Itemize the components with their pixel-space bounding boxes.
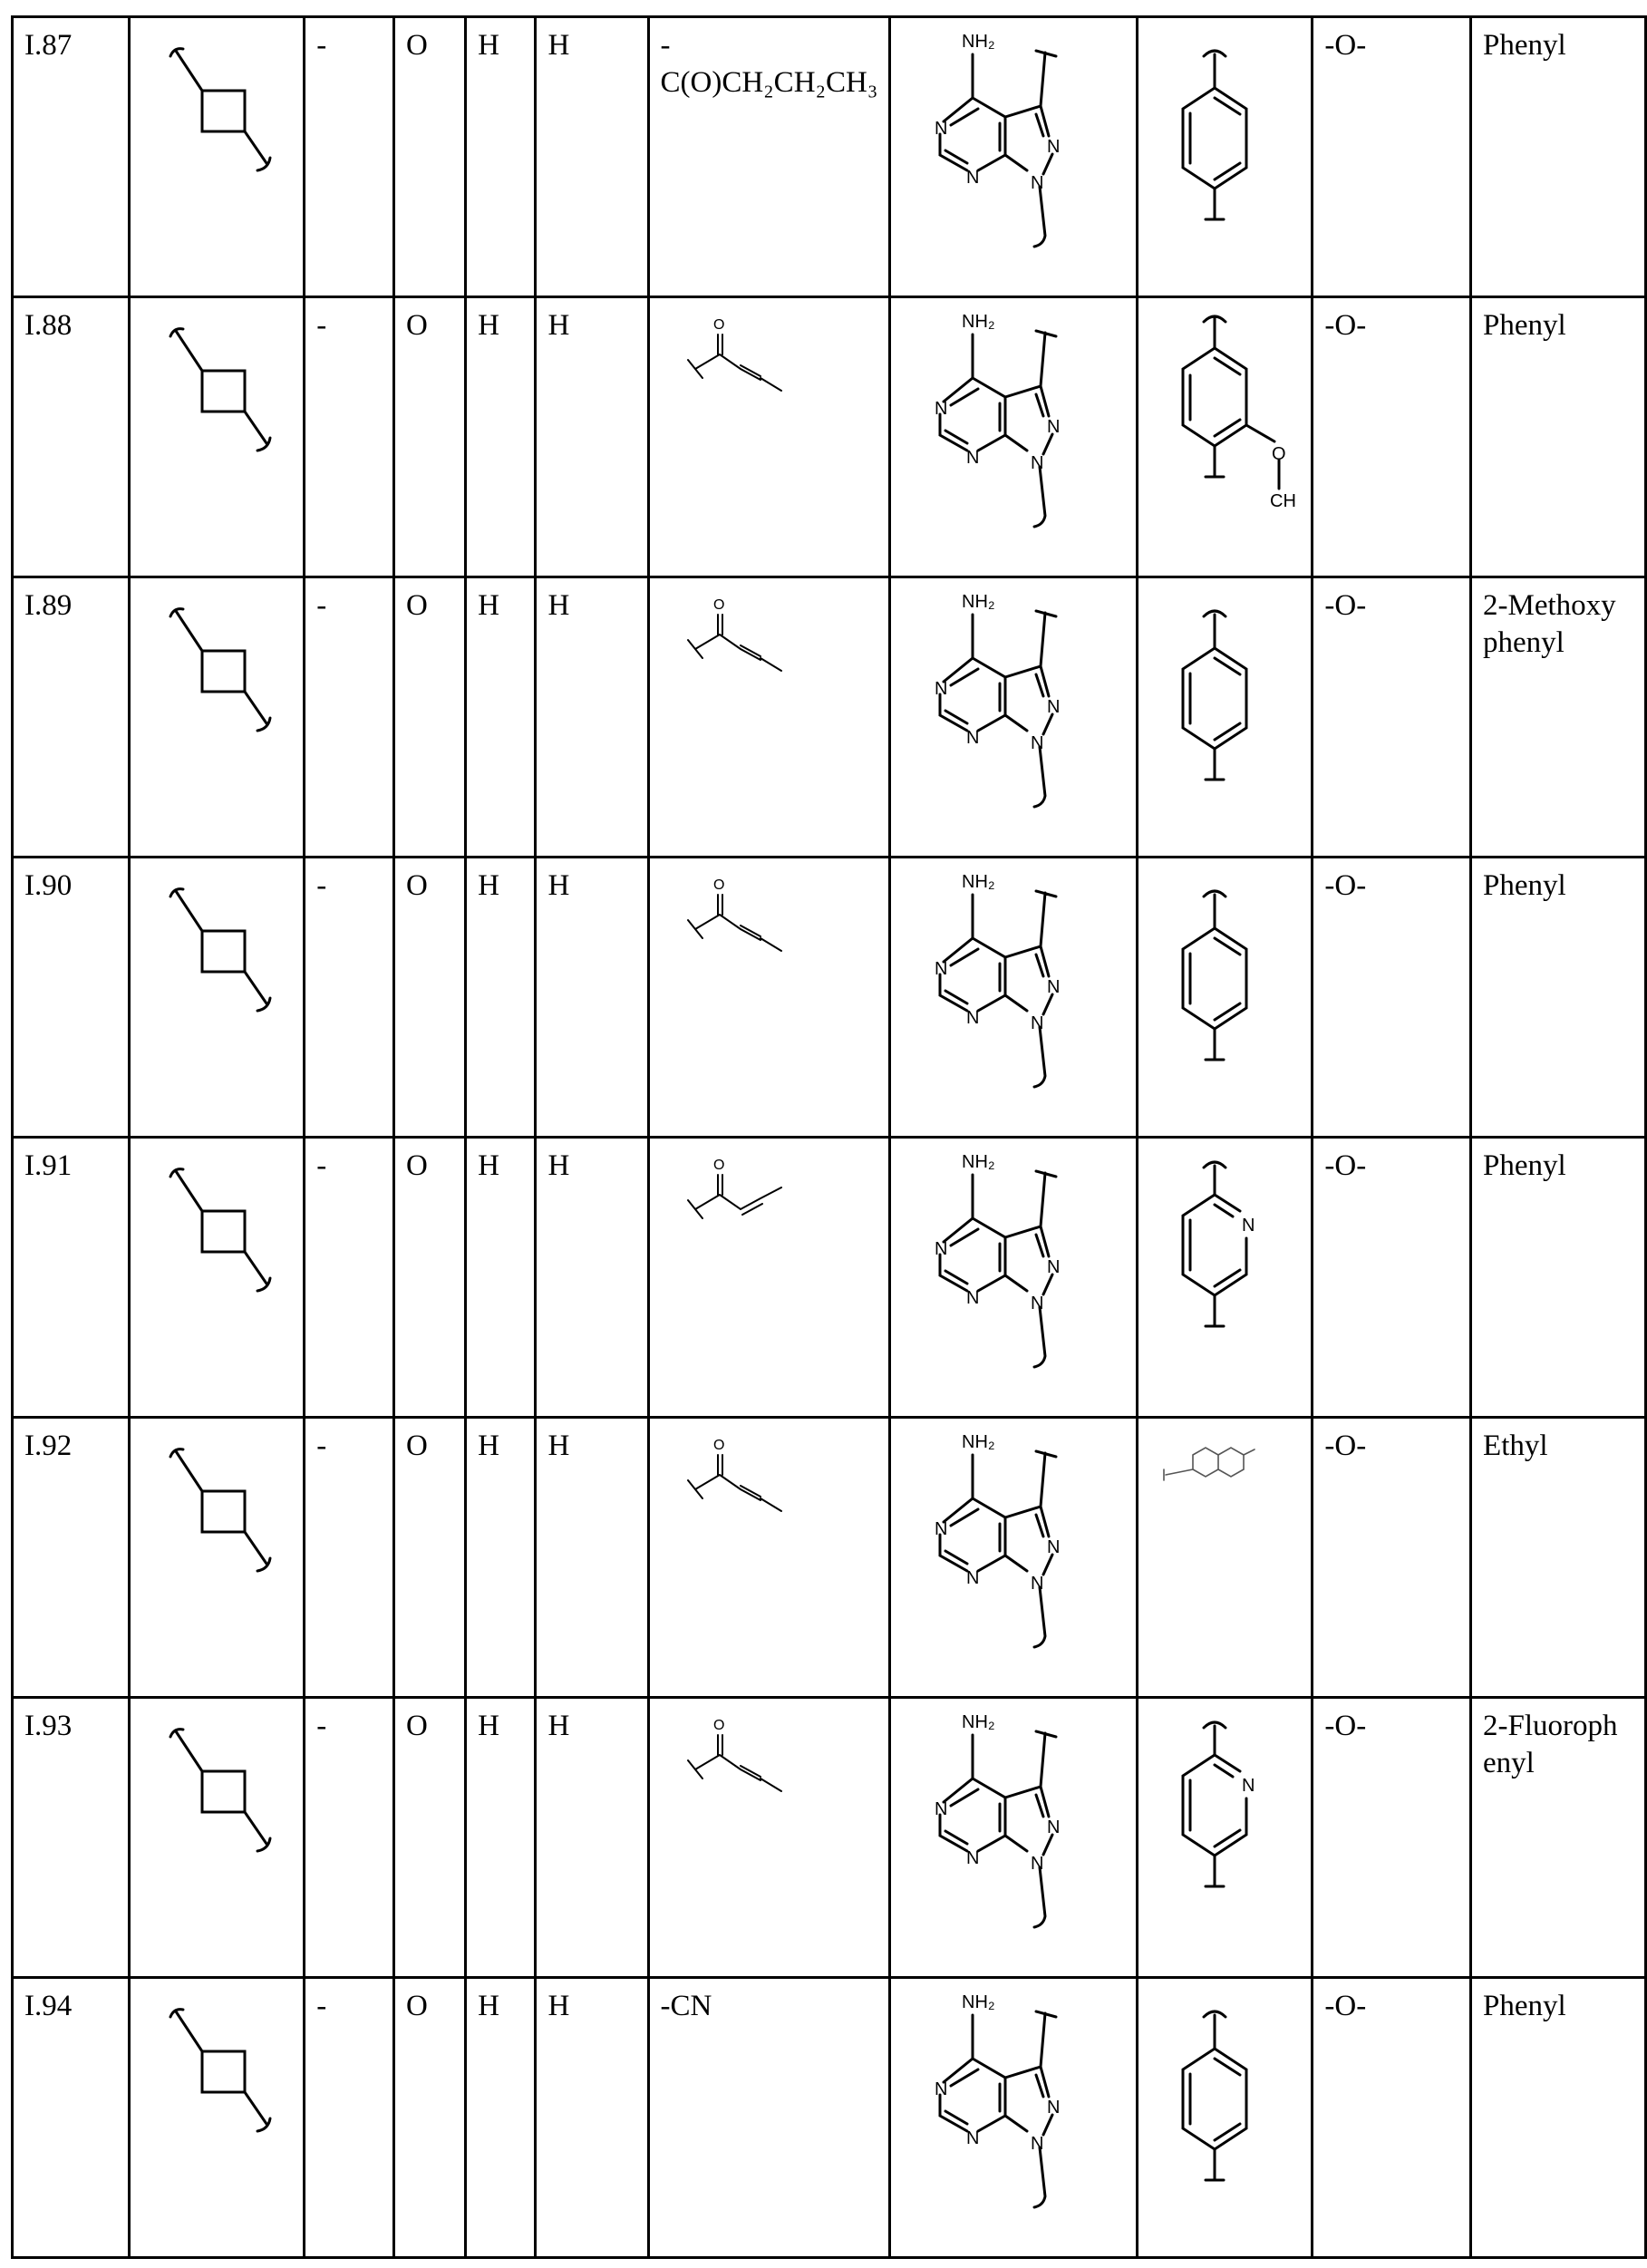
svg-text:NH₂: NH₂ — [962, 1992, 995, 2012]
svg-text:N: N — [935, 1519, 947, 1539]
r1-cell: - — [305, 577, 394, 858]
core-cell — [890, 1418, 1138, 1698]
core-cell — [890, 1138, 1138, 1418]
r3-cell: H — [536, 858, 648, 1138]
r-group-cell — [648, 1418, 890, 1698]
terminal-group-cell: Phenyl — [1471, 17, 1646, 297]
pyrazolopyrimidine-core-structure — [891, 1139, 1136, 1410]
r3-cell: H — [536, 1418, 648, 1698]
core-cell — [890, 297, 1138, 577]
butynoyl-structure — [650, 1699, 848, 1971]
svg-text:NH₂: NH₂ — [962, 1712, 995, 1732]
butynoyl-structure — [650, 858, 848, 1130]
pyrazolopyrimidine-core-structure — [891, 1419, 1136, 1691]
compound-id: I.87 — [13, 17, 130, 297]
cyclobutane-structure — [131, 298, 303, 570]
x-cell: O — [393, 1138, 465, 1418]
svg-text:NH₂: NH₂ — [962, 312, 995, 332]
linker-cell: -O- — [1313, 577, 1471, 858]
core-cell — [890, 577, 1138, 858]
svg-text:N: N — [935, 2079, 947, 2099]
pyrazolopyrimidine-core-structure — [891, 1699, 1136, 1971]
pyrazolopyrimidine-core-structure — [891, 1979, 1136, 2251]
svg-text:N: N — [1031, 1854, 1043, 1874]
r-group-cell — [648, 858, 890, 1138]
r2-cell: H — [466, 1418, 536, 1698]
x-cell: O — [393, 1978, 465, 2258]
x-cell: O — [393, 577, 465, 858]
svg-text:NH₂: NH₂ — [962, 1432, 995, 1452]
svg-text:N: N — [1047, 697, 1060, 717]
cyclobutane-structure — [131, 1699, 303, 1971]
pyrazolopyrimidine-core-structure — [891, 858, 1136, 1130]
svg-text:N: N — [1047, 417, 1060, 437]
r-group-cell — [648, 1138, 890, 1418]
core-cell — [890, 1698, 1138, 1978]
r2-cell: H — [466, 1978, 536, 2258]
svg-text:O: O — [713, 1718, 724, 1733]
svg-text:N: N — [966, 1008, 979, 1028]
pyrazolopyrimidine-core-structure — [891, 298, 1136, 570]
r1-cell: - — [305, 1138, 394, 1418]
core-cell — [890, 17, 1138, 297]
cyclobutane-structure — [131, 578, 303, 850]
svg-text:O: O — [713, 877, 724, 893]
r3-cell: H — [536, 577, 648, 858]
svg-text:O: O — [713, 1438, 724, 1453]
svg-text:N: N — [1031, 1013, 1043, 1033]
svg-text:N: N — [1031, 733, 1043, 753]
svg-text:N: N — [935, 399, 947, 419]
r-group-cell — [648, 1698, 890, 1978]
phenylene-structure — [1138, 578, 1311, 850]
r2-cell: H — [466, 858, 536, 1138]
compound-id: I.90 — [13, 858, 130, 1138]
svg-text:N: N — [1031, 453, 1043, 473]
svg-text:N: N — [966, 1848, 979, 1868]
terminal-group-cell: Phenyl — [1471, 1138, 1646, 1418]
table-row — [13, 1978, 1646, 2258]
r1-cell: - — [305, 1978, 394, 2258]
linker-cell: -O- — [1313, 1698, 1471, 1978]
compound-id: I.88 — [13, 297, 130, 577]
linker-ring-cell — [130, 297, 305, 577]
table-row — [13, 1418, 1646, 1698]
cyclobutane-structure — [131, 1979, 303, 2251]
table-row — [13, 858, 1646, 1138]
linker-ring-cell — [130, 1138, 305, 1418]
svg-text:N: N — [1031, 173, 1043, 193]
terminal-group-cell: 2-Fluoroph enyl — [1471, 1698, 1646, 1978]
linker-ring-cell — [130, 1698, 305, 1978]
linker-cell: -O- — [1313, 858, 1471, 1138]
r1-cell: - — [305, 1698, 394, 1978]
svg-text:O: O — [713, 317, 724, 333]
svg-text:N: N — [966, 728, 979, 748]
table-row — [13, 17, 1646, 297]
ring-cell — [1138, 858, 1313, 1138]
svg-text:N: N — [1242, 1216, 1255, 1236]
r-group-cell: -CN — [648, 1978, 890, 2258]
svg-text:N: N — [966, 1568, 979, 1588]
svg-text:N: N — [1031, 1294, 1043, 1313]
svg-text:N: N — [935, 1799, 947, 1819]
r-group-cell: -C(O)CH₂CH₂CH₃ — [648, 17, 890, 297]
svg-text:N: N — [966, 2128, 979, 2148]
r1-cell: - — [305, 1418, 394, 1698]
ring-cell — [1138, 1978, 1313, 2258]
table-row — [13, 1698, 1646, 1978]
r3-cell: H — [536, 1978, 648, 2258]
svg-text:N: N — [1047, 977, 1060, 997]
ring-cell — [1138, 1418, 1313, 1698]
svg-text:N: N — [966, 168, 979, 188]
naphthylene-structure — [1138, 1419, 1311, 1691]
terminal-group-cell: Phenyl — [1471, 297, 1646, 577]
linker-cell: -O- — [1313, 1978, 1471, 2258]
phenylene-structure — [1138, 18, 1311, 290]
r2-cell: H — [466, 1698, 536, 1978]
methoxyphenylene-structure — [1138, 298, 1311, 570]
svg-text:N: N — [1047, 137, 1060, 157]
svg-text:NH₂: NH₂ — [962, 872, 995, 892]
butynoyl-structure — [650, 578, 848, 850]
svg-text:N: N — [1242, 1776, 1255, 1796]
svg-text:O: O — [713, 597, 724, 613]
svg-text:N: N — [1031, 2134, 1043, 2154]
svg-text:O: O — [713, 1158, 724, 1173]
svg-text:N: N — [966, 448, 979, 468]
table-row — [13, 1138, 1646, 1418]
ring-cell — [1138, 577, 1313, 858]
pyridinylene-structure — [1138, 1699, 1311, 1971]
svg-text:N: N — [966, 1288, 979, 1308]
r2-cell: H — [466, 577, 536, 858]
ring-cell — [1138, 297, 1313, 577]
r3-cell: H — [536, 1138, 648, 1418]
r2-cell: H — [466, 1138, 536, 1418]
x-cell: O — [393, 1418, 465, 1698]
acryloyl-structure — [650, 1139, 848, 1410]
r1-cell: - — [305, 858, 394, 1138]
linker-cell: -O- — [1313, 297, 1471, 577]
svg-text:O: O — [1272, 444, 1286, 464]
r1-cell: - — [305, 17, 394, 297]
pyridinylene-structure — [1138, 1139, 1311, 1410]
svg-text:NH₂: NH₂ — [962, 1152, 995, 1172]
compound-id: I.89 — [13, 577, 130, 858]
svg-text:N: N — [935, 119, 947, 139]
phenylene-structure — [1138, 1979, 1311, 2251]
svg-text:N: N — [935, 1239, 947, 1259]
svg-text:N: N — [1031, 1574, 1043, 1594]
phenylene-structure — [1138, 858, 1311, 1130]
table-row — [13, 577, 1646, 858]
terminal-group-cell: 2-Methoxy phenyl — [1471, 577, 1646, 858]
compound-id: I.93 — [13, 1698, 130, 1978]
x-cell: O — [393, 17, 465, 297]
linker-cell: -O- — [1313, 1138, 1471, 1418]
cyclobutane-structure — [131, 858, 303, 1130]
table-row — [13, 297, 1646, 577]
cyclobutane-structure — [131, 1139, 303, 1410]
linker-ring-cell — [130, 577, 305, 858]
terminal-group-cell: Ethyl — [1471, 1418, 1646, 1698]
core-cell — [890, 858, 1138, 1138]
compound-id: I.91 — [13, 1138, 130, 1418]
compound-id: I.94 — [13, 1978, 130, 2258]
butynoyl-structure — [650, 1419, 848, 1691]
linker-ring-cell — [130, 858, 305, 1138]
svg-text:N: N — [1047, 1817, 1060, 1837]
svg-text:NH₂: NH₂ — [962, 32, 995, 52]
r1-cell: - — [305, 297, 394, 577]
x-cell: O — [393, 297, 465, 577]
ring-cell — [1138, 1698, 1313, 1978]
r-group-cell — [648, 297, 890, 577]
linker-ring-cell — [130, 1978, 305, 2258]
pyrazolopyrimidine-core-structure — [891, 578, 1136, 850]
butynoyl-structure — [650, 298, 848, 570]
core-cell — [890, 1978, 1138, 2258]
compound-table — [11, 15, 1647, 2259]
x-cell: O — [393, 1698, 465, 1978]
r3-cell: H — [536, 1698, 648, 1978]
compound-id: I.92 — [13, 1418, 130, 1698]
x-cell: O — [393, 858, 465, 1138]
svg-text:N: N — [1047, 2098, 1060, 2118]
linker-ring-cell — [130, 17, 305, 297]
linker-ring-cell — [130, 1418, 305, 1698]
cyclobutane-structure — [131, 1419, 303, 1691]
terminal-group-cell: Phenyl — [1471, 1978, 1646, 2258]
r3-cell: H — [536, 17, 648, 297]
svg-text:N: N — [935, 679, 947, 699]
svg-text:N: N — [935, 959, 947, 979]
cyclobutane-structure — [131, 18, 303, 290]
svg-text:NH₂: NH₂ — [962, 592, 995, 612]
linker-cell: -O- — [1313, 1418, 1471, 1698]
svg-text:CH: CH — [1270, 491, 1296, 511]
pyrazolopyrimidine-core-structure — [891, 18, 1136, 290]
r-group-cell — [648, 577, 890, 858]
r3-cell: H — [536, 297, 648, 577]
ring-cell — [1138, 17, 1313, 297]
r2-cell: H — [466, 17, 536, 297]
r2-cell: H — [466, 297, 536, 577]
ring-cell — [1138, 1138, 1313, 1418]
terminal-group-cell: Phenyl — [1471, 858, 1646, 1138]
linker-cell: -O- — [1313, 17, 1471, 297]
svg-text:N: N — [1047, 1257, 1060, 1277]
svg-text:N: N — [1047, 1537, 1060, 1557]
